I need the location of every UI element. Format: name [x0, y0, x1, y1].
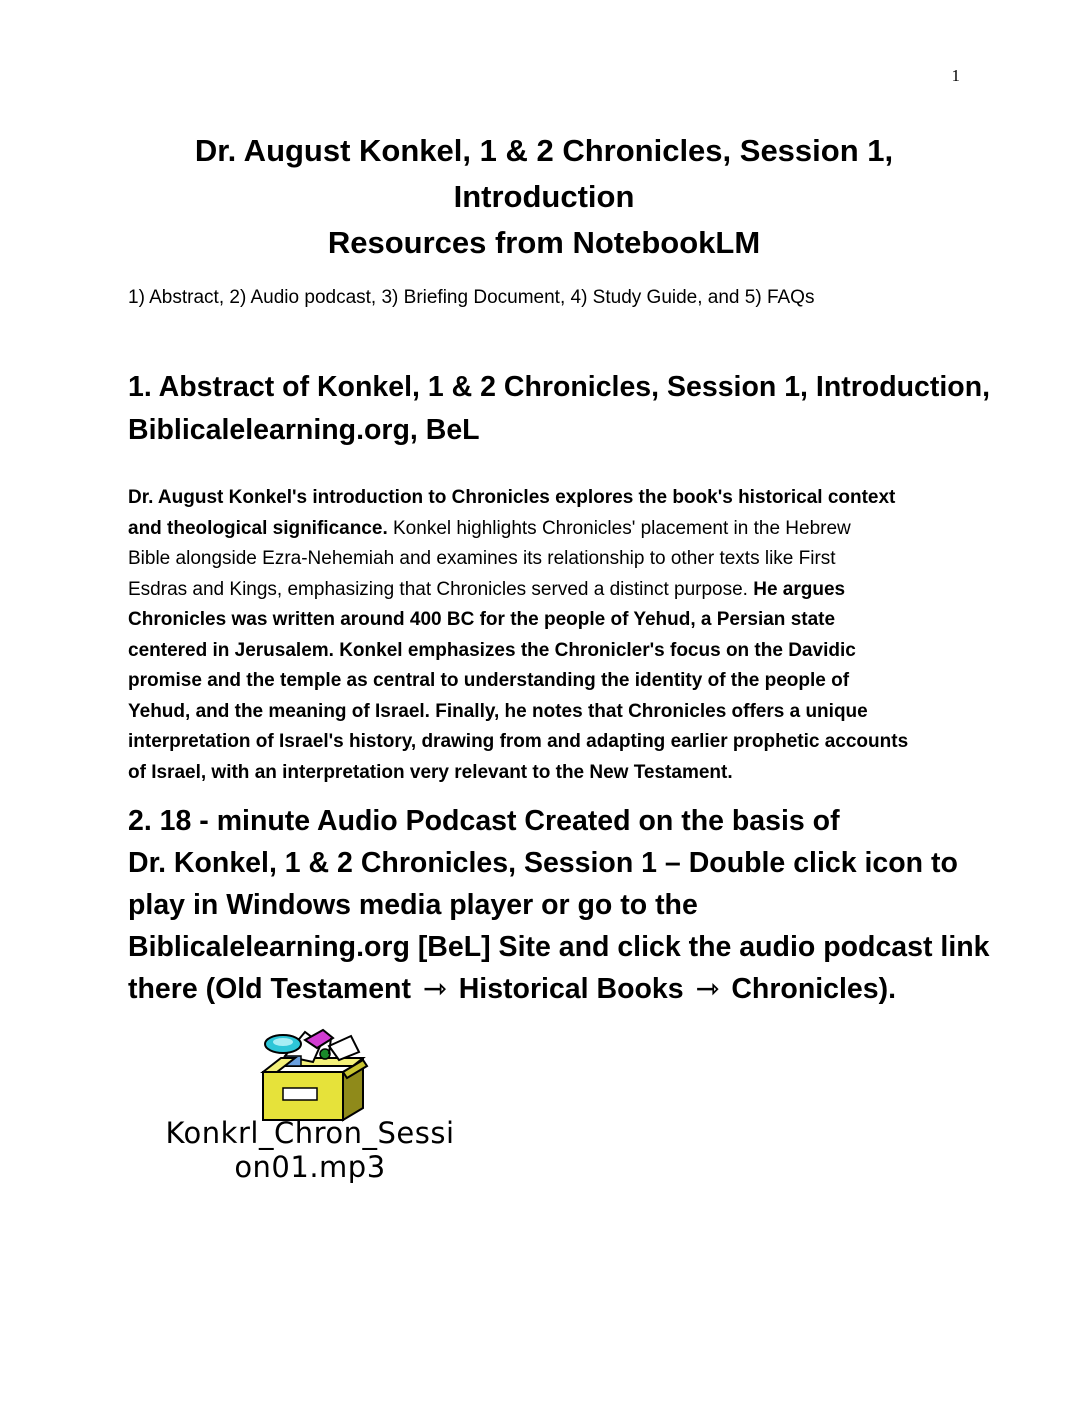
- abstract-line: Chronicles was written around 400 BC for the people of Yehud, a Persian state: [128, 609, 836, 630]
- abstract-line: of Israel, with an interpretation very relevant to the New Testament.: [128, 761, 733, 783]
- abstract-paragraph: [128, 483, 968, 788]
- abstract-line: centered in Jerusalem. Konkel emphasizes the Chronicler's focus on the Davidic: [128, 639, 856, 661]
- title-line-1: Dr. August Konkel, 1 & 2 Chronicles, Session 1,: [194, 133, 894, 168]
- page-title: [128, 128, 960, 266]
- section-2-line-1: 2. 18 - minute Audio Podcast Created on the basis of: [128, 805, 840, 837]
- abstract-line: Yehud, and the meaning of Israel. Finally, he notes that Chronicles offers a unique: [128, 700, 868, 722]
- attachment-filename-line-1: Konkrl_Chron_Sessi: [165, 1116, 455, 1150]
- mp3-package-icon[interactable]: [255, 1026, 371, 1122]
- abstract-line: promise and the temple as central to understanding the identity of the people of: [128, 670, 850, 691]
- attachment-filename-line-2: on01.mp3: [234, 1150, 386, 1184]
- section-2-line-4: Biblicalelearning.org [BeL] Site and click the audio podcast link: [128, 931, 990, 963]
- right-arrow-icon: ⇾: [422, 973, 447, 1005]
- page-number: 1: [951, 66, 960, 85]
- abstract-line: and theological significance. Konkel highlights Chronicles' placement in the Hebrew: [128, 517, 851, 539]
- contents-summary: 1) Abstract, 2) Audio podcast, 3) Briefing Document, 4) Study Guide, and 5) FAQs: [128, 287, 815, 308]
- section-1-heading-line-1: 1. Abstract of Konkel, 1 & 2 Chronicles, Session 1, Introduction,: [128, 371, 991, 403]
- section-2-heading: [128, 800, 990, 1010]
- right-arrow-icon: ⇾: [695, 973, 720, 1005]
- title-line-3: Resources from NotebookLM: [327, 225, 761, 260]
- abstract-line: Esdras and Kings, emphasizing that Chronicles served a distinct purpose. He argues: [128, 578, 846, 600]
- abstract-line: interpretation of Israel's history, drawing from and adapting earlier prophetic accounts: [128, 731, 909, 752]
- abstract-line: Dr. August Konkel's introduction to Chronicles explores the book's historical context: [128, 487, 896, 508]
- section-2-line-5: [128, 968, 968, 1010]
- section-2-line-3: play in Windows media player or go to the: [128, 889, 698, 921]
- breadcrumb-historical-books: Historical Books: [458, 973, 684, 1005]
- attachment-filename[interactable]: [110, 1116, 510, 1184]
- section-1-heading-line-2: Biblicalelearning.org, BeL: [128, 414, 480, 446]
- breadcrumb-chronicles: Chronicles).: [731, 973, 897, 1005]
- section-1-heading: [128, 366, 991, 452]
- section-2-line-2: Dr. Konkel, 1 & 2 Chronicles, Session 1 – Double click icon to: [128, 847, 958, 879]
- abstract-line: Bible alongside Ezra-Nehemiah and examines its relationship to other texts like First: [128, 548, 836, 569]
- breadcrumb-old-testament: there (Old Testament: [128, 973, 411, 1005]
- title-line-2: Introduction: [453, 179, 635, 214]
